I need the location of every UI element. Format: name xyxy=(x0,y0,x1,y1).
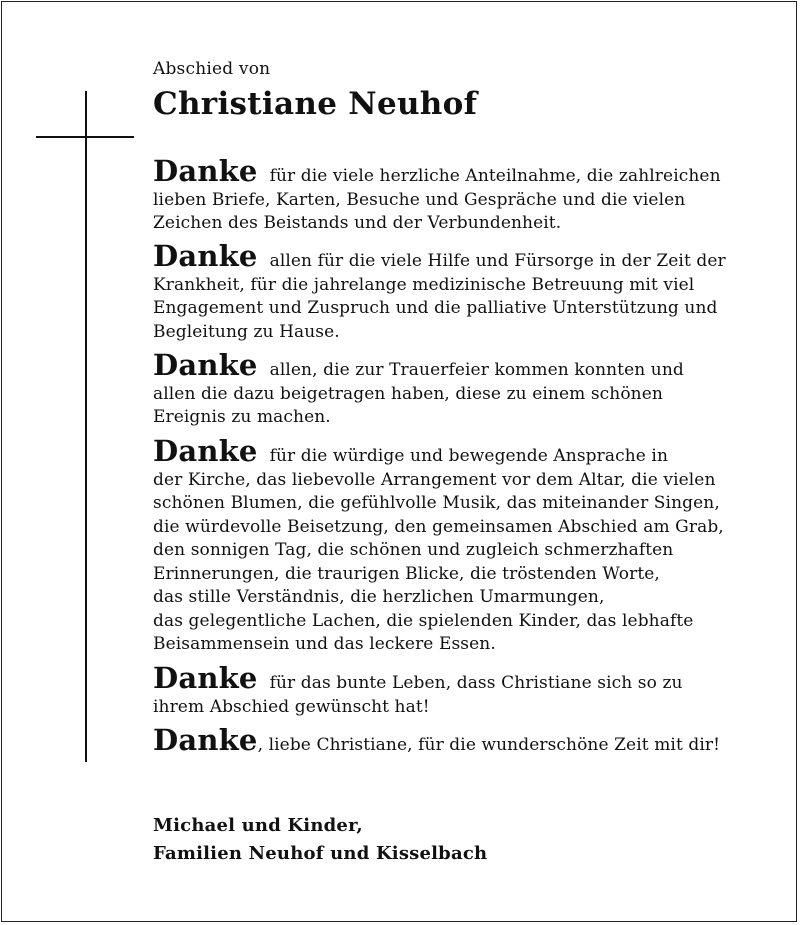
thanks-paragraph-3 xyxy=(153,348,753,430)
paragraph-first-line xyxy=(153,434,753,469)
signature-line: Familien Neuhof und Kisselbach xyxy=(153,843,488,864)
danke-heading: Danke xyxy=(153,434,258,468)
signature xyxy=(153,812,487,868)
thanks-paragraph-6 xyxy=(153,723,753,758)
thanks-paragraph-4 xyxy=(153,434,753,657)
deceased-name: Christiane Neuhof xyxy=(153,86,478,122)
thanks-paragraph-2 xyxy=(153,239,753,344)
paragraph-line: schönen Blumen, die gefühlvolle Musik, das miteinander Singen, xyxy=(153,493,720,513)
danke-heading: Danke xyxy=(153,723,258,757)
paragraph-text: für das bunte Leben, dass Christiane sich so zu xyxy=(269,673,683,693)
paragraph-line: den sonnigen Tag, die schönen und zugleich schmerzhaften xyxy=(153,540,674,560)
cross-vertical-bar xyxy=(85,91,87,762)
paragraph-first-line xyxy=(153,154,753,189)
paragraph-line: der Kirche, das liebevolle Arrangement vor dem Altar, die vielen xyxy=(153,469,716,490)
thanks-paragraph-1 xyxy=(153,154,753,236)
paragraph-text: für die würdige und bewegende Ansprache in xyxy=(269,446,669,466)
paragraph-text: allen für die viele Hilfe und Fürsorge in der Zeit der xyxy=(269,251,726,271)
paragraph-line: das stille Verständnis, die herzlichen Umarmungen, xyxy=(153,587,605,607)
intro-text: Abschied von xyxy=(153,59,271,79)
paragraph-text: , liebe Christiane, für die wunderschöne Zeit mit dir! xyxy=(257,735,721,755)
paragraph-line: Engagement und Zuspruch und die palliative Unterstützung und xyxy=(153,298,718,318)
paragraph-line: Krankheit, für die jahrelange medizinische Betreuung mit viel xyxy=(153,274,695,295)
paragraph-line: lieben Briefe, Karten, Besuche und Gespräche und die vielen xyxy=(153,189,686,210)
paragraph-line: Erinnerungen, die traurigen Blicke, die tröstenden Worte, xyxy=(153,563,660,584)
paragraph-line: Begleitung zu Hause. xyxy=(153,321,340,342)
thanks-paragraph-5 xyxy=(153,661,753,719)
paragraph-text: allen, die zur Trauerfeier kommen konnten und xyxy=(269,360,684,380)
paragraph-line: allen die dazu beigetragen haben, diese zu einem schönen xyxy=(153,383,663,404)
danke-heading: Danke xyxy=(153,239,258,273)
signature-line: Michael und Kinder, xyxy=(153,815,363,836)
cross-horizontal-bar xyxy=(36,136,134,138)
paragraph-line: die würdevolle Beisetzung, den gemeinsamen Abschied am Grab, xyxy=(153,516,724,537)
danke-heading: Danke xyxy=(153,154,258,188)
paragraph-first-line xyxy=(153,348,753,383)
paragraph-first-line xyxy=(153,723,753,758)
paragraph-first-line xyxy=(153,661,753,696)
paragraph-first-line xyxy=(153,239,753,274)
paragraph-line: das gelegentliche Lachen, die spielenden Kinder, das lebhafte xyxy=(153,610,694,631)
danke-heading: Danke xyxy=(153,661,258,695)
paragraph-line: ihrem Abschied gewünscht hat! xyxy=(153,696,430,717)
paragraph-line: Beisammensein und das leckere Essen. xyxy=(153,634,496,654)
paragraph-text: für die viele herzliche Anteilnahme, die zahlreichen xyxy=(269,166,721,186)
paragraph-line: Zeichen des Beistands und der Verbundenheit. xyxy=(153,213,562,233)
paragraph-line: Ereignis zu machen. xyxy=(153,407,331,427)
danke-heading: Danke xyxy=(153,348,258,382)
